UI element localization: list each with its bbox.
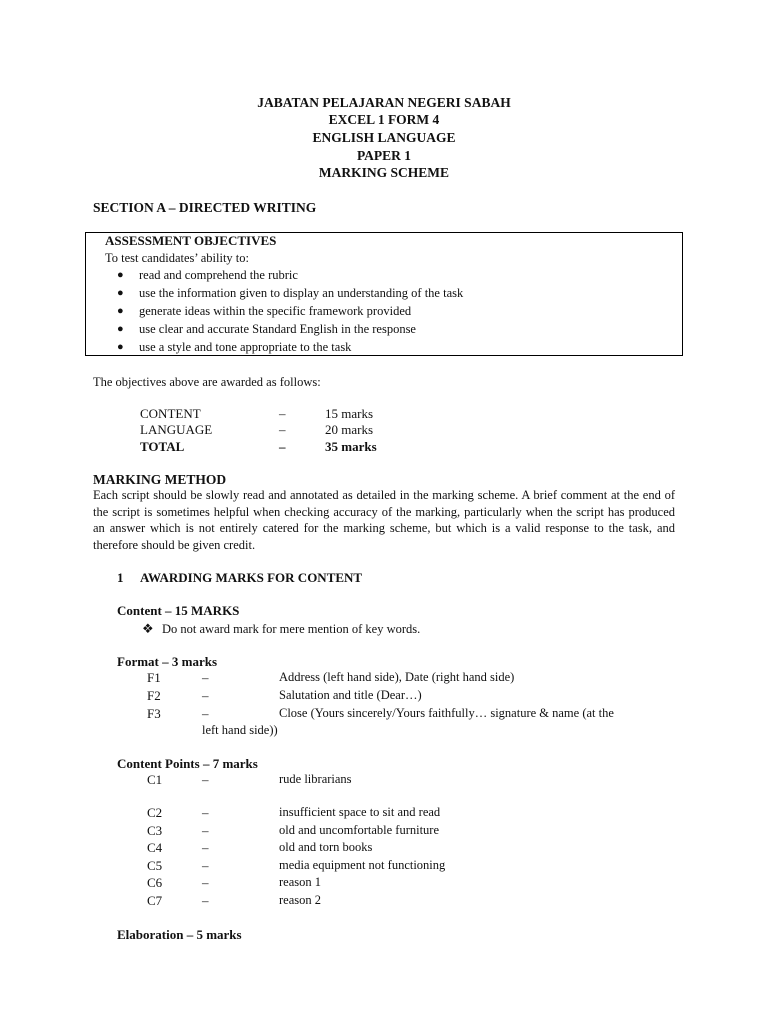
- content-point-text: old and torn books: [279, 840, 373, 854]
- content-point-dash: –: [202, 840, 209, 855]
- format-code: F1: [147, 670, 161, 685]
- bullet-icon: ●: [117, 323, 124, 335]
- marks-value-total: 35 marks: [325, 439, 377, 454]
- elaboration-heading: Elaboration – 5 marks: [117, 927, 242, 942]
- content-point-text: reason 1: [279, 875, 321, 889]
- content-point-dash: –: [202, 805, 209, 820]
- marks-dash: –: [279, 406, 286, 421]
- content-point-code: C6: [147, 875, 163, 890]
- bullet-icon: ●: [117, 305, 124, 317]
- objectives-heading: ASSESSMENT OBJECTIVES: [105, 233, 277, 248]
- marks-dash: –: [279, 422, 286, 437]
- objective-item: use a style and tone appropriate to the task: [139, 340, 352, 354]
- marks-label-language: LANGUAGE: [140, 422, 213, 437]
- marks-label-content: CONTENT: [140, 406, 201, 421]
- header-line-2: EXCEL 1 FORM 4: [328, 112, 440, 127]
- objective-item: read and comprehend the rubric: [139, 268, 298, 282]
- diamond-bullet-icon: ❖: [142, 621, 154, 636]
- content-point-dash: –: [202, 772, 209, 787]
- content-point-code: C4: [147, 840, 163, 855]
- header-line-5: MARKING SCHEME: [318, 165, 450, 180]
- bullet-icon: ●: [117, 341, 124, 353]
- format-text: Address (left hand side), Date (right hand side): [279, 670, 515, 684]
- bullet-icon: ●: [117, 287, 124, 299]
- content-point-code: C5: [147, 858, 163, 873]
- format-heading: Format – 3 marks: [117, 654, 218, 669]
- content-point-dash: –: [202, 875, 209, 890]
- content-point-dash: –: [202, 823, 209, 838]
- content-point-dash: –: [202, 858, 209, 873]
- content-point-text: media equipment not functioning: [279, 858, 446, 872]
- content-note: Do not award mark for mere mention of key words.: [162, 622, 421, 636]
- content-point-text: insufficient space to sit and read: [279, 805, 441, 819]
- format-text: Close (Yours sincerely/Yours faithfully… signature & name (at the: [279, 706, 614, 720]
- content-heading: Content – 15 MARKS: [117, 603, 240, 618]
- format-dash: –: [202, 706, 209, 721]
- content-point-code: C7: [147, 893, 163, 908]
- format-dash: –: [202, 688, 209, 703]
- format-dash: –: [202, 670, 209, 685]
- objectives-intro: To test candidates’ ability to:: [105, 251, 249, 265]
- format-text-continued: left hand side)): [202, 723, 278, 737]
- content-point-code: C1: [147, 772, 163, 787]
- objective-item: generate ideas within the specific framework provided: [139, 304, 412, 318]
- header-line-4: PAPER 1: [356, 148, 412, 163]
- objective-item: use clear and accurate Standard English in the response: [139, 322, 416, 336]
- bullet-icon: ●: [117, 269, 124, 281]
- content-points-heading: Content Points – 7 marks: [117, 756, 258, 771]
- marks-value-language: 20 marks: [325, 422, 374, 437]
- marks-dash: –: [279, 439, 286, 454]
- content-point-code: C3: [147, 823, 163, 838]
- content-point-code: C2: [147, 805, 163, 820]
- header-line-1: JABATAN PELAJARAN NEGERI SABAH: [257, 95, 511, 110]
- marks-value-content: 15 marks: [325, 406, 374, 421]
- awarding-title: AWARDING MARKS FOR CONTENT: [140, 570, 363, 585]
- awarding-number: 1: [117, 570, 124, 585]
- format-text: Salutation and title (Dear…): [279, 688, 422, 702]
- content-point-text: rude librarians: [279, 772, 352, 786]
- objective-item: use the information given to display an understanding of the task: [139, 286, 464, 300]
- content-point-dash: –: [202, 893, 209, 908]
- content-point-text: old and uncomfortable furniture: [279, 823, 440, 837]
- marks-label-total: TOTAL: [140, 439, 185, 454]
- content-point-text: reason 2: [279, 893, 321, 907]
- section-title: SECTION A – DIRECTED WRITING: [93, 200, 317, 215]
- awarded-intro: The objectives above are awarded as follows:: [93, 375, 321, 389]
- format-code: F3: [147, 706, 161, 721]
- format-code: F2: [147, 688, 161, 703]
- marking-method-paragraph: Each script should be slowly read and annotated as detailed in the marking scheme. A brief comment at the end of the script is sometimes helpful when checking accuracy of the marking, particularly when the script has produced an answer which is not entirely catered for the marking scheme, but which is a valid response to the task, and therefore should be given credit.: [93, 488, 675, 552]
- header-line-3: ENGLISH LANGUAGE: [312, 130, 456, 145]
- marking-method-heading: MARKING METHOD: [93, 472, 227, 487]
